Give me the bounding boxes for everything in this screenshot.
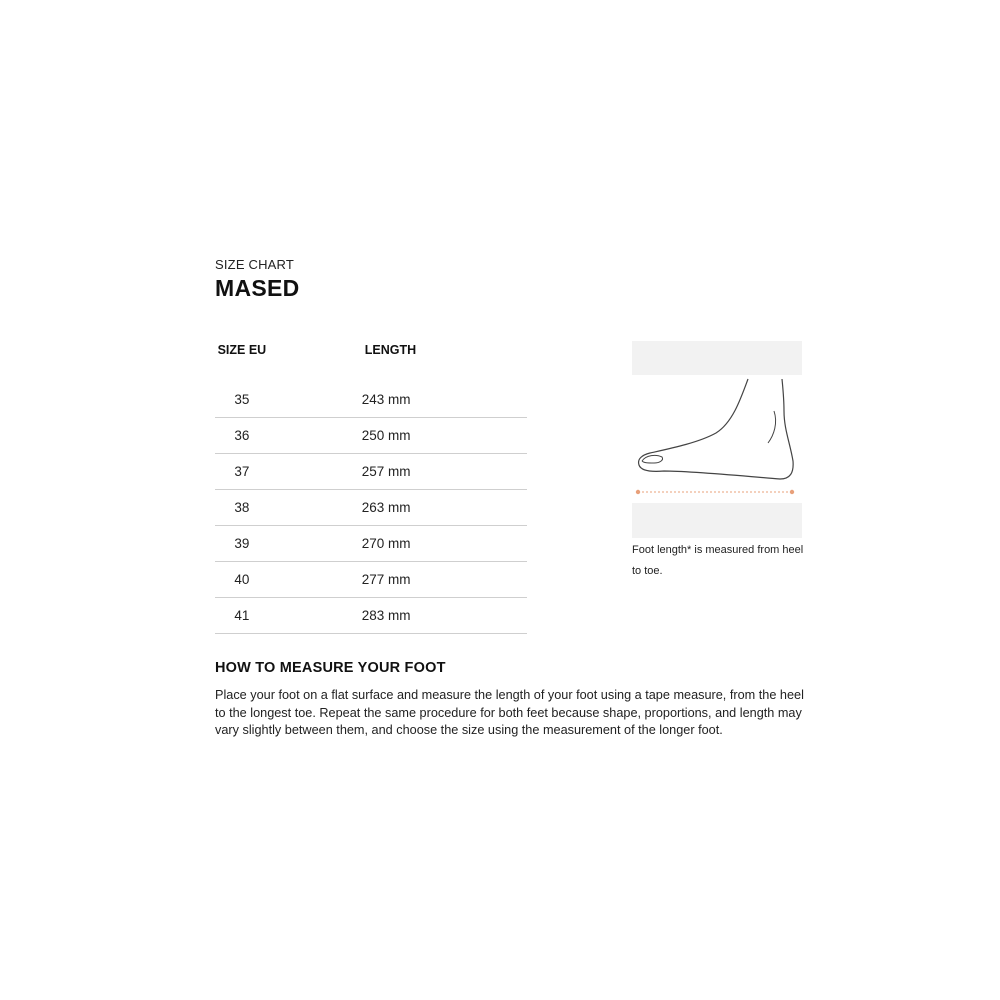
brand-title: MASED	[215, 275, 300, 301]
table-row	[215, 598, 527, 634]
table-row	[215, 454, 527, 490]
cell-size: 36	[215, 418, 269, 454]
howto-text: Place your foot on a flat surface and measure the length of your foot using a tape measure, from the heel to the longest toe. Repeat the same procedure for both feet because shape, proportions, and length may vary slightly between them, and choose the size using the measurement of the longer foot.	[215, 688, 804, 737]
cell-length: 283 mm	[269, 598, 527, 634]
foot-measure-icon	[632, 341, 802, 538]
column-header-length: LENGTH	[364, 343, 417, 357]
bottom-band	[632, 503, 802, 538]
cell-size: 39	[215, 526, 269, 562]
cell-length: 243 mm	[269, 382, 527, 418]
cell-size: 38	[215, 490, 269, 526]
cell-length: 277 mm	[269, 562, 527, 598]
table-row	[215, 418, 527, 454]
table-row	[215, 382, 527, 418]
howto-title: HOW TO MEASURE YOUR FOOT	[215, 660, 446, 676]
cell-size: 37	[215, 454, 269, 490]
size-chart-eyebrow: SIZE CHART	[215, 257, 295, 272]
cell-size: 41	[215, 598, 269, 634]
cell-length: 270 mm	[269, 526, 527, 562]
cell-size: 35	[215, 382, 269, 418]
foot-caption: Foot length* is measured from heel to toe.	[632, 544, 804, 577]
cell-size: 40	[215, 562, 269, 598]
table-row	[215, 526, 527, 562]
foot-outline	[639, 379, 794, 479]
ankle-contour	[768, 411, 776, 443]
table-header-row	[215, 340, 527, 382]
toe-detail	[642, 455, 663, 463]
measure-end-dot	[790, 490, 794, 494]
table-row	[215, 562, 527, 598]
table-row	[215, 490, 527, 526]
column-header-size: SIZE EU	[217, 343, 267, 357]
size-table	[215, 340, 527, 634]
measure-start-dot	[636, 490, 640, 494]
cell-length: 263 mm	[269, 490, 527, 526]
cell-length: 257 mm	[269, 454, 527, 490]
cell-length: 250 mm	[269, 418, 527, 454]
top-band	[632, 341, 802, 375]
